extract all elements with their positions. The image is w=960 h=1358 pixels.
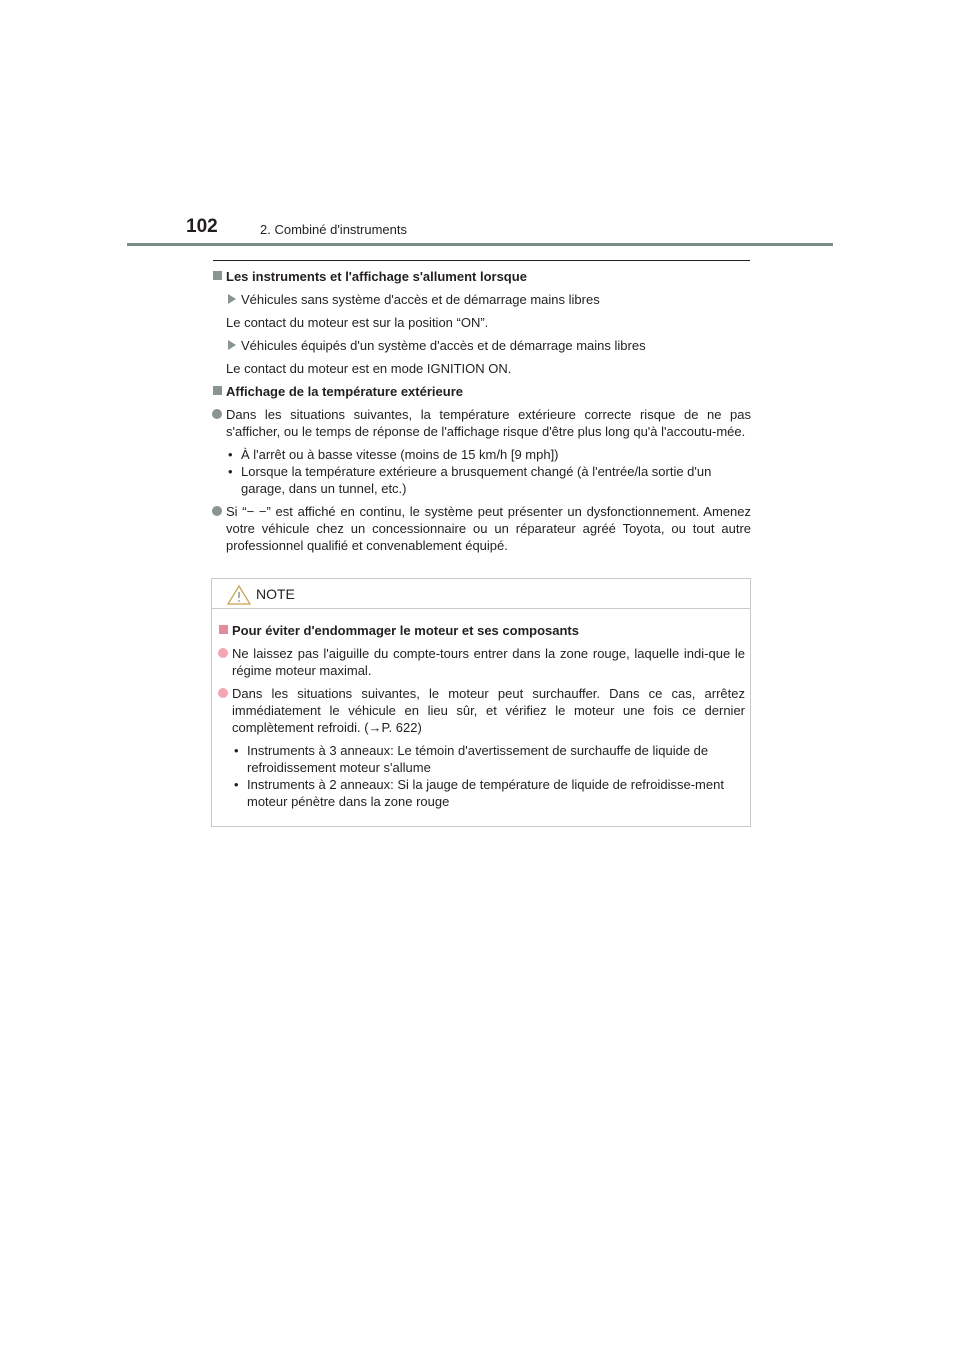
section-heading-instruments — [211, 268, 751, 285]
note-sub-list-item-text: Instruments à 3 anneaux: Le témoin d'avertissement de surchauffe de liquide de refroidissement moteur s'allume — [247, 743, 709, 775]
dot-bullet-icon: • — [234, 777, 239, 792]
note-list-item-text: Ne laissez pas l'aiguille du compte-tours entrer dans la zone rouge, laquelle indi-que le régime moteur maximal. — [232, 646, 745, 678]
square-bullet-icon — [213, 271, 222, 280]
sub-list-item — [226, 463, 751, 497]
vehicle-variant-text: Véhicules sans système d'accès et de démarrage mains libres — [241, 292, 600, 307]
note-heading-text: Pour éviter d'endommager le moteur et ses composants — [232, 623, 579, 638]
arrow-bullet-icon — [228, 294, 236, 304]
square-bullet-icon — [219, 625, 228, 634]
circle-bullet-icon — [218, 688, 228, 698]
list-item-text: Dans les situations suivantes, la température extérieure correcte risque de ne pas s'afficher, ou le temps de réponse de l'affichage risque d'être plus long qu'à l'accoutu-mée. — [226, 407, 751, 439]
sub-list-item — [226, 446, 751, 463]
note-sub-list — [232, 742, 745, 810]
warning-triangle-icon — [227, 585, 251, 605]
circle-bullet-icon — [218, 648, 228, 658]
vehicle-variant-line — [226, 291, 751, 308]
sub-list — [226, 446, 751, 497]
section-heading-text: Affichage de la température extérieure — [226, 384, 463, 399]
note-body — [217, 622, 745, 816]
page-number: 102 — [186, 216, 218, 237]
section-divider — [213, 260, 750, 261]
list-item-text: Si “− −” est affiché en continu, le système peut présenter un dysfonctionnement. Amenez votre véhicule chez un concessionnaire ou un réparateur agréé Toyota, ou tout autre professionnel qualifié et convenablement équipé. — [226, 504, 751, 553]
sub-list-item-text: À l'arrêt ou à basse vitesse (moins de 15 km/h [9 mph]) — [241, 447, 559, 462]
dot-bullet-icon: • — [234, 743, 239, 758]
vehicle-variant-line — [226, 337, 751, 354]
section-heading-text: Les instruments et l'affichage s'allument lorsque — [226, 269, 527, 284]
circle-bullet-icon — [212, 409, 222, 419]
vehicle-variant-text: Véhicules équipés d'un système d'accès et de démarrage mains libres — [241, 338, 646, 353]
section-instruments-body — [211, 291, 751, 377]
note-sub-list-item — [232, 776, 745, 810]
note-heading — [217, 622, 745, 639]
note-sub-list-item — [232, 742, 745, 776]
circle-bullet-icon — [212, 506, 222, 516]
list-item — [211, 503, 751, 554]
note-box — [211, 578, 751, 827]
note-list-item — [217, 685, 745, 736]
square-bullet-icon — [213, 386, 222, 395]
sub-list-item-text: Lorsque la température extérieure a brusquement changé (à l'entrée/la sortie d'un garage, dans un tunnel, etc.) — [241, 464, 712, 496]
note-list-item — [217, 645, 745, 679]
list-item — [211, 406, 751, 440]
chapter-title: 2. Combiné d'instruments — [260, 222, 407, 237]
arrow-bullet-icon — [228, 340, 236, 350]
note-list-item-text: Dans les situations suivantes, le moteur peut surchauffer. Dans ce cas, arrêtez immédiatement le véhicule en lieu sûr, et vérifiez le moteur une fois ce dernier complètement refroidi. (→P. 622) — [232, 686, 745, 735]
header-rule — [127, 243, 833, 246]
note-header — [212, 579, 750, 609]
section-heading-temperature — [211, 383, 751, 400]
paragraph: Le contact du moteur est en mode IGNITION ON. — [226, 361, 512, 376]
note-sub-list-item-text: Instruments à 2 anneaux: Si la jauge de température de liquide de refroidisse-ment moteur pénètre dans la zone rouge — [247, 777, 724, 809]
note-label: NOTE — [256, 586, 295, 602]
dot-bullet-icon: • — [228, 447, 233, 462]
paragraph: Le contact du moteur est sur la position “ON”. — [226, 315, 489, 330]
main-content — [211, 268, 751, 560]
dot-bullet-icon: • — [228, 464, 233, 479]
